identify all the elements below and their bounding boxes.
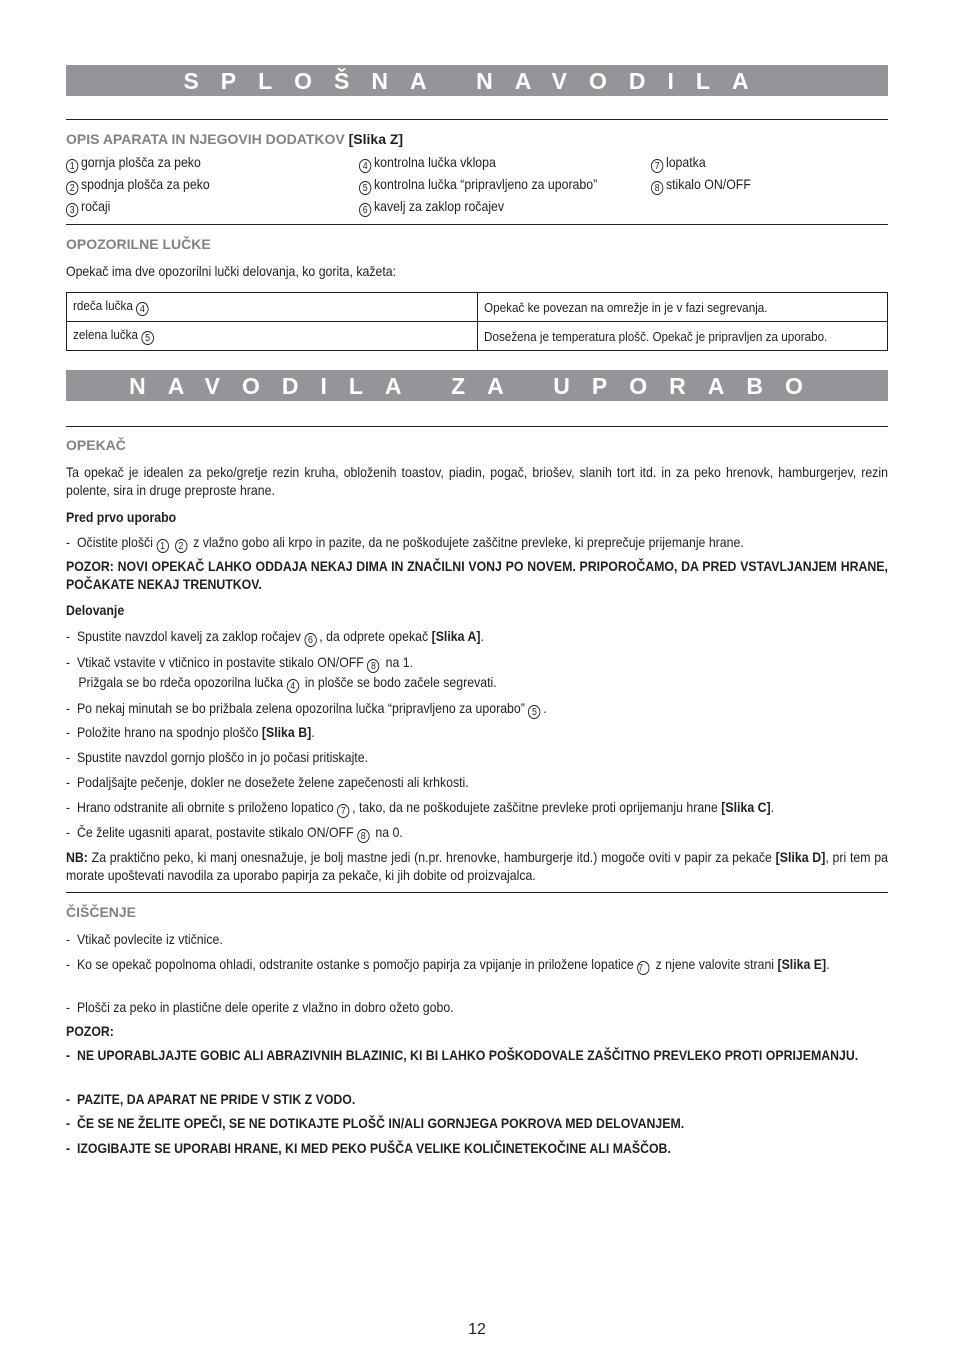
divider bbox=[66, 119, 888, 120]
operation-heading: Delovanje bbox=[66, 602, 125, 618]
list-item: - Spustite navzdol kavelj za zaklop ročajev 6 , da odprete opekač [Slika A]. bbox=[66, 628, 484, 646]
list-item: - IZOGIBAJTE SE UPORABI HRANE, KI MED PEKO PUŠČA VELIKE KOLIČINETEKOČINE ALI MAŠČOB. bbox=[66, 1140, 671, 1156]
list-item: - Hrano odstranite ali obrnite s priloženo lopatico 7 , tako, da ne poškodujete zaščitne prevleke proti oprijemanju hrane [Slika C]. bbox=[66, 799, 775, 817]
description-heading-ref: [Slika Z] bbox=[348, 131, 404, 147]
list-item: - ČE SE NE ŽELITE OPEČI, SE NE DOTIKAJTE PLOŠČ IN/ALI GORNJEGA POKROVA MED DELOVANJEM. bbox=[66, 1115, 685, 1131]
table-cell: Dosežena je temperatura plošč. Opekač je pripravljen za uporabo. bbox=[478, 322, 888, 351]
list-item: - NE UPORABLJAJTE GOBIC ALI ABRAZIVNIH BLAZINIC, KI BI LAHKO POŠKODOVALE ZAŠČITNO PREVLEKO PROTI OPRIJEMANJU. bbox=[66, 1047, 859, 1063]
parts-item: 3 ročaji bbox=[66, 198, 110, 217]
toaster-intro: Ta opekač je idealen za peko/gretje rezin kruha, obloženih toastov, piadin, pogač, briošev, slanih tort itd. in za peko hrenovk, hamburgerjev, rezin polente, sira in druge preproste hrane. bbox=[66, 464, 888, 498]
page-number: 12 bbox=[468, 1321, 486, 1338]
warning-lights-table bbox=[66, 292, 888, 351]
cleaning-heading: ČIŠČENJE bbox=[66, 904, 137, 920]
list-item: - Če želite ugasniti aparat, postavite stikalo ON/OFF 8 na 0. bbox=[66, 824, 403, 842]
list-item: - Vtikač vstavite v vtičnico in postavite stikalo ON/OFF 8 na 1. Prižgala se bo rdeča opozorilna lučka 4 in plošče se bodo začele segrevati. bbox=[66, 654, 497, 692]
parts-item: 2 spodnja plošča za peko bbox=[66, 176, 210, 195]
table-cell: Opekač ke povezan na omrežje in je v fazi segrevanja. bbox=[478, 293, 888, 322]
table-cell: zelena lučka 5 bbox=[67, 322, 478, 351]
description-heading-text: OPIS APARATA IN NJEGOVIH DODATKOV bbox=[66, 131, 345, 147]
section-title-usage: NAVODILA ZA UPORABO bbox=[66, 370, 888, 401]
list-item: - Vtikač povlecite iz vtičnice. bbox=[66, 931, 223, 947]
list-item: - Ko se opekač popolnoma ohladi, odstranite ostanke s pomočjo papirja za vpijanje in priložene lopatice 7 z njene valovite strani [Slika E]. bbox=[66, 956, 830, 974]
divider bbox=[66, 224, 888, 225]
caution-text: POZOR: NOVI OPEKAČ LAHKO ODDAJA NEKAJ DIMA IN ZNAČILNI VONJ PO NOVEM. PRIPOROČAMO, DA PRED VSTAVLJANJEM HRANE, POČAKATE NEKAJ TRENUTKOV. bbox=[66, 558, 888, 592]
parts-item: 7 lopatka bbox=[651, 154, 706, 173]
warning-lights-intro: Opekač ima dve opozorilni lučki delovanja, ko gorita, kažeta: bbox=[66, 263, 397, 279]
toaster-heading: OPEKAČ bbox=[66, 437, 126, 453]
divider bbox=[66, 892, 888, 893]
table-row bbox=[67, 293, 888, 322]
divider bbox=[66, 426, 888, 427]
cleaning-caution-label: POZOR: bbox=[66, 1023, 114, 1039]
list-item: - Plošči za peko in plastične dele operite z vlažno in dobro ožeto gobo. bbox=[66, 999, 454, 1015]
list-item: - Položite hrano na spodnjo ploščo [Slika B]. bbox=[66, 724, 315, 740]
table-cell: rdeča lučka 4 bbox=[67, 293, 478, 322]
parts-item: 5 kontrolna lučka “pripravljeno za uporabo” bbox=[359, 176, 597, 195]
list-item: - Podaljšajte pečenje, dokler ne dosežete želene zapečenosti ali krhkosti. bbox=[66, 774, 469, 790]
table-row bbox=[67, 322, 888, 351]
list-item: - Po nekaj minutah se bo prižbala zelena opozorilna lučka “pripravljeno za uporabo” 5 . bbox=[66, 700, 547, 718]
nb-note: NB: Za praktično peko, ki manj onesnažuje, je bolj mastne jedi (n.pr. hrenovke, hamburgerje itd.) mogoče oviti v papir za pekače [Slika D], pri tem pa morate upoštevati navodila za uporabo papirja za pekače, ki jih dobite od proizvajalca. bbox=[66, 849, 888, 883]
parts-item: 6 kavelj za zaklop ročajev bbox=[359, 198, 504, 217]
description-heading bbox=[66, 131, 403, 147]
warning-lights-heading: OPOZORILNE LUČKE bbox=[66, 236, 211, 252]
list-item: - Spustite navzdol gornjo ploščo in jo počasi pritiskajte. bbox=[66, 749, 369, 765]
list-item: - PAZITE, DA APARAT NE PRIDE V STIK Z VODO. bbox=[66, 1091, 356, 1107]
parts-item: 1 gornja plošča za peko bbox=[66, 154, 201, 173]
parts-item: 8 stikalo ON/OFF bbox=[651, 176, 751, 195]
first-use-heading: Pred prvo uporabo bbox=[66, 509, 177, 525]
parts-item: 4 kontrolna lučka vklopa bbox=[359, 154, 496, 173]
list-item: - Očistite plošči 1 2 z vlažno gobo ali krpo in pazite, da ne poškodujete zaščitne prevleke, ki preprečuje prijemanje hrane. bbox=[66, 534, 744, 552]
section-title-general: SPLOŠNA NAVODILA bbox=[66, 65, 888, 96]
